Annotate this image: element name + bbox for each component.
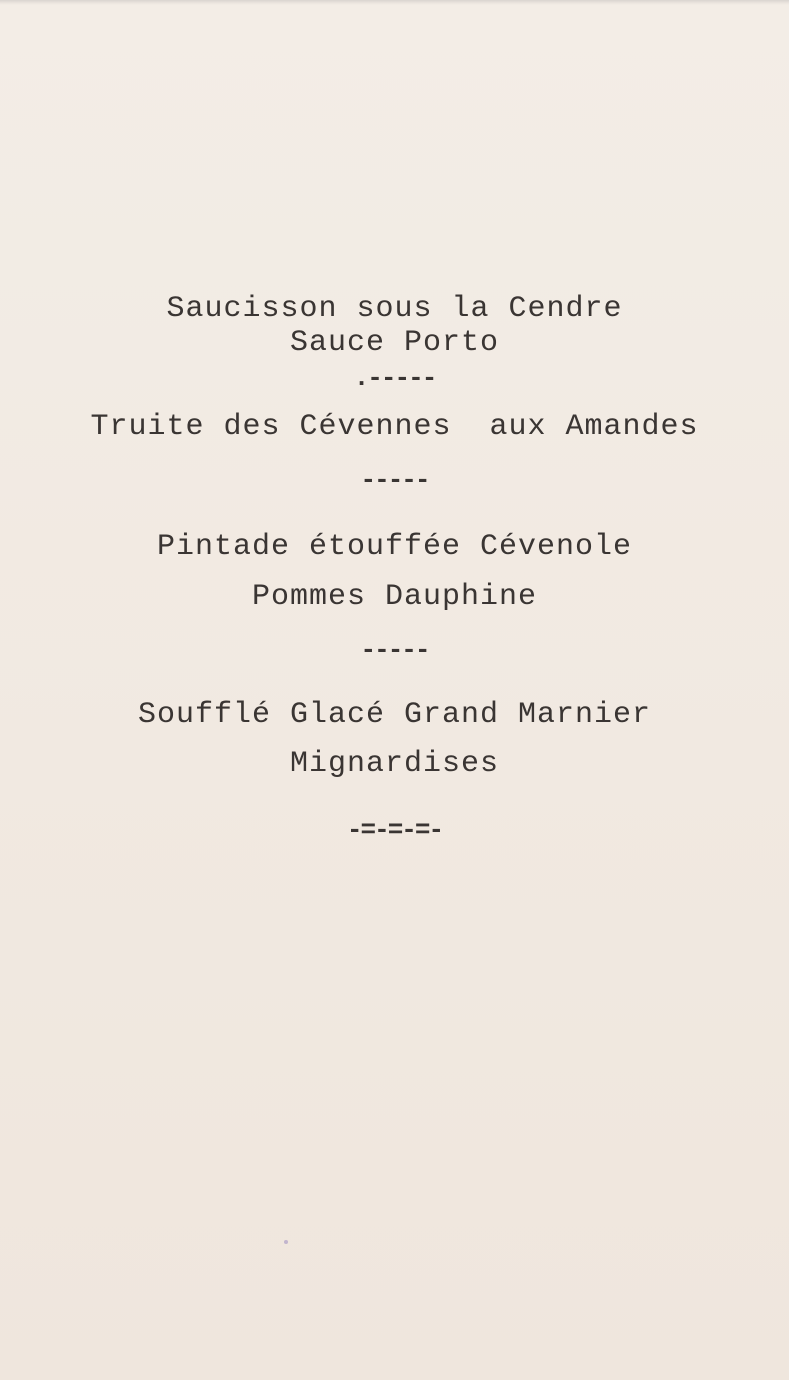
course-3-dish: Pintade étouffée Cévenole	[156, 530, 633, 564]
course-4-petits-fours: Mignardises	[289, 747, 500, 781]
separator-2: -----	[360, 465, 429, 495]
separator-3: -----	[360, 635, 429, 665]
course-3-side: Pommes Dauphine	[251, 580, 538, 614]
course-4-dessert: Soufflé Glacé Grand Marnier	[137, 698, 652, 732]
course-1-dish: Saucisson sous la Cendre	[166, 292, 623, 326]
course-2-dish: Truite des Cévennes aux Amandes	[90, 410, 699, 444]
course-1-sauce: Sauce Porto	[289, 326, 500, 360]
separator-1: .-----	[353, 363, 436, 393]
separator-end: -=-=-=-	[346, 815, 443, 845]
paper-top-edge	[0, 0, 789, 5]
paper-speck	[284, 1240, 288, 1244]
